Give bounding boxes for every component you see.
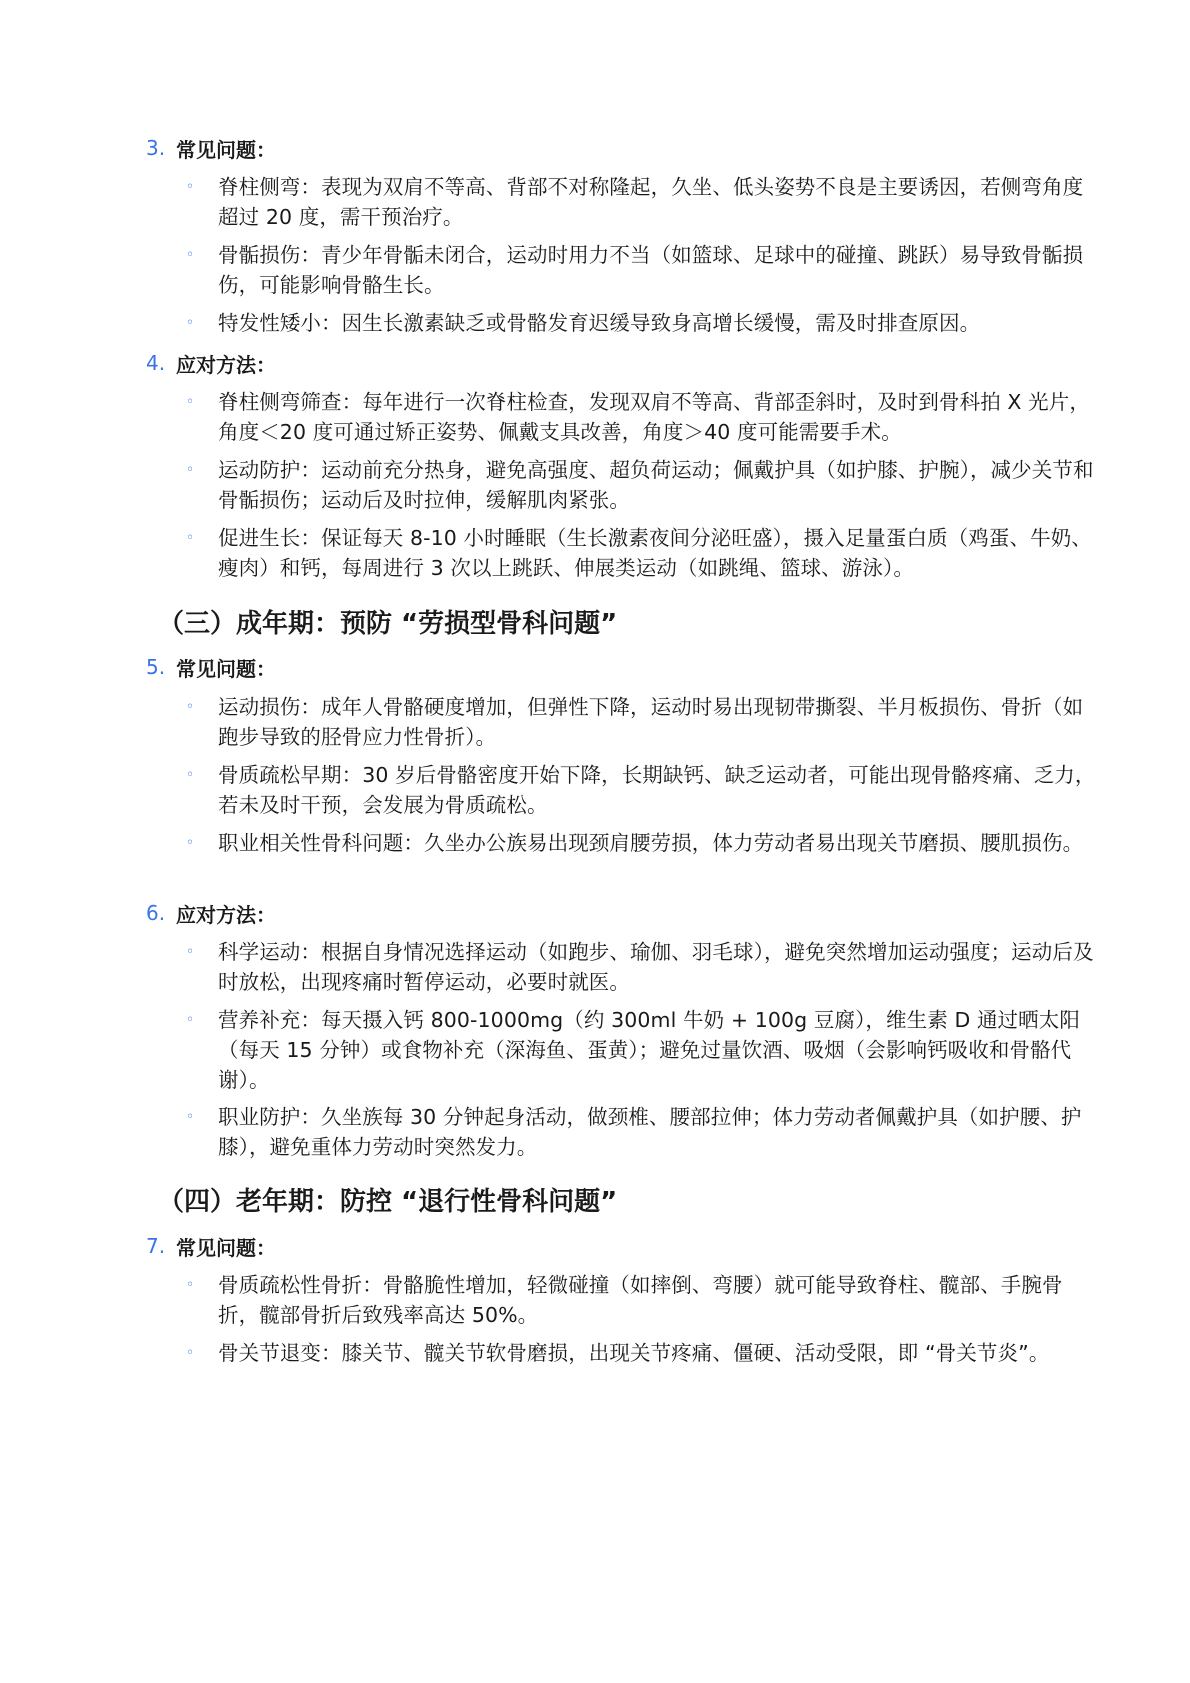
list-heading-text: 应对方法： <box>176 902 276 927</box>
bullet-icon: ◦ <box>186 315 195 331</box>
numbered-heading <box>146 898 276 928</box>
list-number: 3. <box>146 136 166 160</box>
bullet-icon: ◦ <box>186 1109 195 1125</box>
bullet-icon: ◦ <box>186 530 195 546</box>
list-item-text: 脊柱侧弯筛查：每年进行一次脊柱检查，发现双肩不等高、背部歪斜时，及时到骨科拍 X 光片，角度＜20 度可通过矫正姿势、佩戴支具改善，角度＞40 度可能需要手术。 <box>218 390 1090 444</box>
numbered-heading <box>146 348 276 378</box>
list-heading-text: 常见问题： <box>176 137 276 162</box>
list-item-text: 营养补充：每天摄入钙 800-1000mg（约 300ml 牛奶 + 100g 豆腐），维生素 D 通过晒太阳（每天 15 分钟）或食物补充（深海鱼、蛋黄）；避免过量饮酒、吸烟（会影响钙吸收和骨骼代谢）。 <box>218 1008 1080 1092</box>
list-item-text: 骨质疏松早期：30 岁后骨骼密度开始下降，长期缺钙、缺乏运动者，可能出现骨骼疼痛、乏力，若未及时干预，会发展为骨质疏松。 <box>218 763 1096 817</box>
list-heading-text: 常见问题： <box>176 1235 276 1260</box>
list-number: 5. <box>146 655 166 679</box>
list-item-text: 运动损伤：成年人骨骼硬度增加，但弹性下降，运动时易出现韧带撕裂、半月板损伤、骨折（如跑步导致的胫骨应力性骨折）。 <box>218 695 1084 749</box>
list-item-text: 促进生长：保证每天 8-10 小时睡眠（生长激素夜间分泌旺盛），摄入足量蛋白质（鸡蛋、牛奶、瘦肉）和钙，每周进行 3 次以上跳跃、伸展类运动（如跳绳、篮球、游泳）。 <box>218 526 1092 580</box>
bullet-icon: ◦ <box>186 944 195 960</box>
list-item-text: 骨关节退变：膝关节、髋关节软骨磨损，出现关节疼痛、僵硬、活动受限，即 “骨关节炎”。 <box>218 1341 1050 1365</box>
bullet-icon: ◦ <box>186 462 195 478</box>
list-item-text: 骨骺损伤：青少年骨骺未闭合，运动时用力不当（如篮球、足球中的碰撞、跳跃）易导致骨骺损伤，可能影响骨骼生长。 <box>218 243 1084 297</box>
list-heading-text: 常见问题： <box>176 656 276 681</box>
list-number: 4. <box>146 351 166 375</box>
numbered-heading <box>146 1231 276 1261</box>
bullet-icon: ◦ <box>186 394 195 410</box>
list-number: 7. <box>146 1234 166 1258</box>
list-item-text: 职业相关性骨科问题：久坐办公族易出现颈肩腰劳损，体力劳动者易出现关节磨损、腰肌损伤。 <box>218 831 1084 855</box>
bullet-icon: ◦ <box>186 1012 195 1028</box>
list-item-text: 特发性矮小：因生长激素缺乏或骨骼发育迟缓导致身高增长缓慢，需及时排查原因。 <box>218 311 981 335</box>
section-heading: （四）老年期：防控 “退行性骨科问题” <box>158 1187 618 1217</box>
list-item-text: 运动防护：运动前充分热身，避免高强度、超负荷运动；佩戴护具（如护膝、护腕），减少关节和骨骺损伤；运动后及时拉伸，缓解肌肉紧张。 <box>218 458 1094 512</box>
list-item-text: 骨质疏松性骨折：骨骼脆性增加，轻微碰撞（如摔倒、弯腰）就可能导致脊柱、髋部、手腕骨折，髋部骨折后致残率高达 50%。 <box>218 1273 1063 1327</box>
numbered-heading <box>146 652 276 682</box>
list-number: 6. <box>146 901 166 925</box>
bullet-icon: ◦ <box>186 835 195 851</box>
list-heading-text: 应对方法： <box>176 352 276 377</box>
bullet-icon: ◦ <box>186 179 195 195</box>
numbered-heading <box>146 133 276 163</box>
list-item-text: 职业防护：久坐族每 30 分钟起身活动，做颈椎、腰部拉伸；体力劳动者佩戴护具（如护腰、护膝），避免重体力劳动时突然发力。 <box>218 1105 1082 1159</box>
bullet-icon: ◦ <box>186 699 195 715</box>
list-item-text: 脊柱侧弯：表现为双肩不等高、背部不对称隆起，久坐、低头姿势不良是主要诱因，若侧弯角度超过 20 度，需干预治疗。 <box>218 175 1084 229</box>
bullet-icon: ◦ <box>186 1277 195 1293</box>
list-item-text: 科学运动：根据自身情况选择运动（如跑步、瑜伽、羽毛球），避免突然增加运动强度；运动后及时放松，出现疼痛时暂停运动，必要时就医。 <box>218 940 1094 994</box>
bullet-icon: ◦ <box>186 247 195 263</box>
section-heading: （三）成年期：预防 “劳损型骨科问题” <box>158 609 618 639</box>
bullet-icon: ◦ <box>186 767 195 783</box>
bullet-icon: ◦ <box>186 1345 195 1361</box>
